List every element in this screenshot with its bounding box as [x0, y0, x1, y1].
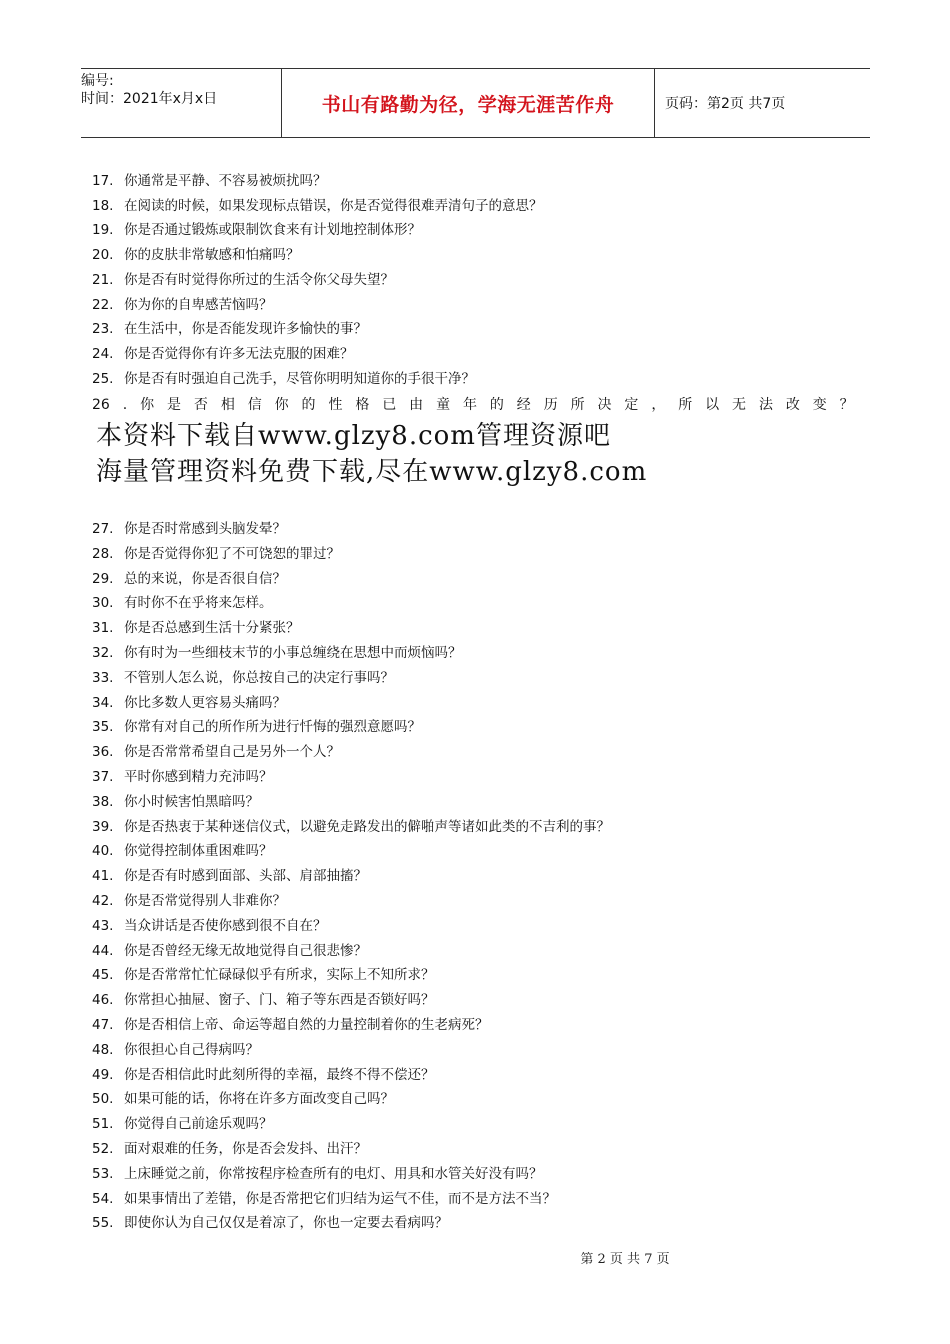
question-text: 即使你认为自己仅仅是着凉了，你也一定要去看病吗？ [124, 1215, 448, 1232]
number-label: 编号: [81, 73, 114, 89]
question-text: 你是否通过锻炼或限制饮食来有计划地控制体形？ [124, 222, 421, 239]
page-info: 页码：第2页 共7页 [665, 96, 786, 112]
question-item [92, 1016, 489, 1034]
question-number: 17. [92, 173, 114, 189]
question-text: 你是否常常忙忙碌碌似乎有所求，实际上不知所求？ [124, 967, 435, 984]
question-number: 50. [92, 1091, 114, 1108]
question-item [92, 743, 340, 761]
question-number: 32. [92, 645, 114, 661]
question-text: 你是否有时觉得你所过的生活令你父母失望？ [124, 271, 394, 288]
question-text: 你小时候害怕黑暗吗？ [124, 793, 259, 810]
question-number: 47. [92, 1017, 114, 1033]
question-number: 19. [92, 222, 114, 239]
question-number: 44. [92, 942, 114, 959]
question-item [92, 570, 286, 588]
question-number: 22. [92, 296, 114, 313]
question-text: 你是否曾经无缘无故地觉得自己很悲惨？ [124, 942, 367, 959]
question-26-char: 历 [543, 397, 558, 413]
question-text: 你是否热衷于某种迷信仪式，以避免走路发出的僻啪声等诸如此类的不吉利的事？ [124, 818, 610, 835]
question-item [92, 768, 273, 786]
question-number: 51. [92, 1116, 114, 1133]
header-left-cell [81, 69, 282, 137]
question-26-char: 你 [140, 397, 155, 413]
question-item [92, 246, 300, 264]
question-26-char: 决 [597, 397, 612, 413]
question-text: 你是否时常感到头脑发晕？ [124, 521, 286, 537]
question-26-char: 经 [516, 397, 531, 413]
question-26-char: 已 [382, 397, 397, 413]
page-footer: 第 2 页 共 7 页 [580, 1252, 670, 1267]
question-26-char: 无 [732, 397, 747, 413]
question-item [92, 1115, 273, 1133]
question-26-char: ？ [839, 397, 854, 413]
question-26-char: 否 [193, 397, 208, 413]
question-item [92, 1066, 435, 1084]
question-item [92, 172, 327, 190]
question-number: 46. [92, 992, 114, 1009]
question-text: 如果可能的话，你将在许多方面改变自己吗？ [124, 1091, 394, 1108]
question-26-char: . [122, 397, 128, 413]
question-26-char: 是 [167, 397, 181, 413]
question-number: 36. [92, 744, 114, 761]
question-26-char: 定 [624, 397, 639, 413]
time-label: 时间：2021年x月x日 [81, 91, 218, 107]
question-item [92, 818, 610, 836]
question-item [92, 892, 286, 910]
question-number: 28. [92, 545, 114, 562]
question-number: 49. [92, 1066, 114, 1083]
question-number: 20. [92, 247, 114, 264]
question-item [92, 793, 259, 811]
question-item [92, 842, 273, 860]
question-item [92, 271, 394, 289]
question-item [92, 1090, 394, 1108]
question-number: 25. [92, 370, 114, 387]
question-item [92, 669, 394, 687]
question-text: 你是否觉得你有许多无法克服的困难？ [124, 345, 354, 362]
question-number: 29. [92, 570, 114, 587]
question-26-char: 童 [436, 397, 451, 413]
header-table [81, 68, 870, 138]
question-text: 你觉得自己前途乐观吗？ [124, 1116, 273, 1133]
ad-line-1: 本资料下载自www.glzy8.com管理资源吧 [96, 421, 611, 451]
question-text: 不管别人怎么说，你总按自己的决定行事吗？ [124, 669, 394, 686]
question-text: 你觉得控制体重困难吗？ [124, 843, 273, 860]
question-text: 总的来说，你是否很自信？ [124, 570, 286, 587]
question-text: 你很担心自己得病吗？ [124, 1041, 259, 1058]
question-text: 你常担心抽屉、窗子、门、箱子等东西是否锁好吗？ [124, 992, 435, 1009]
question-26-char: 变 [812, 397, 827, 413]
question-text: 上床睡觉之前，你常按程序检查所有的电灯、用具和水管关好没有吗？ [124, 1165, 543, 1182]
question-26-char: 所 [570, 397, 585, 413]
question-number: 27. [92, 521, 114, 537]
motto: 书山有路勤为径，学海无涯苦作舟 [282, 69, 655, 137]
question-text: 在阅读的时候，如果发现标点错误，你是否觉得很难弄清句子的意思？ [124, 197, 543, 214]
question-text: 你是否总感到生活十分紧张？ [124, 620, 300, 637]
question-text: 在生活中，你是否能发现许多愉快的事？ [124, 321, 367, 338]
question-text: 你是否相信上帝、命运等超自然的力量控制着你的生老病死？ [124, 1017, 489, 1033]
question-text: 你是否常常希望自己是另外一个人？ [124, 744, 340, 761]
question-item [92, 1041, 259, 1059]
question-text: 平时你感到精力充沛吗？ [124, 769, 273, 785]
question-item [92, 197, 543, 215]
question-26-char: 的 [301, 397, 316, 413]
question-number: 40. [92, 843, 114, 860]
ad-line-2: 海量管理资料免费下载,尽在www.glzy8.com [96, 457, 648, 487]
question-item [92, 644, 462, 662]
question-item [92, 545, 340, 563]
question-number: 54. [92, 1190, 114, 1207]
question-item [92, 966, 435, 984]
question-item [92, 1190, 556, 1208]
question-number: 34. [92, 694, 114, 711]
question-26 [92, 396, 854, 414]
question-item [92, 296, 273, 314]
question-item [92, 619, 300, 637]
question-text: 你是否觉得你犯了不可饶恕的罪过？ [124, 545, 340, 562]
question-number: 48. [92, 1041, 114, 1058]
question-item [92, 1214, 448, 1232]
question-text: 你是否有时强迫自己洗手，尽管你明明知道你的手很干净？ [124, 370, 475, 387]
question-26-char: ， [651, 397, 666, 413]
question-number: 18. [92, 197, 114, 214]
question-item [92, 345, 354, 363]
question-number: 45. [92, 967, 114, 984]
question-number: 42. [92, 893, 114, 909]
question-number: 38. [92, 793, 114, 810]
question-item [92, 520, 286, 538]
question-26-char: 的 [489, 397, 504, 413]
question-26-char: 年 [462, 397, 477, 413]
question-item [92, 221, 421, 239]
question-number: 24. [92, 345, 114, 362]
question-item [92, 1165, 543, 1183]
question-text: 你有时为一些细枝末节的小事总缠绕在思想中而烦恼吗？ [124, 645, 462, 661]
question-text: 你比多数人更容易头痛吗？ [124, 694, 286, 711]
question-text: 你是否常觉得别人非难你？ [124, 893, 286, 909]
question-text: 你是否有时感到面部、头部、肩部抽搐？ [124, 868, 367, 885]
question-26-char: 由 [409, 397, 424, 413]
question-number: 55. [92, 1215, 114, 1232]
question-item [92, 942, 367, 960]
question-text: 你的皮肤非常敏感和怕痛吗？ [124, 247, 300, 264]
question-text: 你常有对自己的所作所为进行忏悔的强烈意愿吗？ [124, 719, 421, 736]
question-text: 你是否相信此时此刻所得的幸福，最终不得不偿还？ [124, 1066, 435, 1083]
question-text: 你为你的自卑感苦恼吗？ [124, 296, 273, 313]
question-number: 43. [92, 917, 114, 934]
question-item [92, 694, 286, 712]
question-26-char: 法 [758, 397, 773, 413]
question-text: 你通常是平静、不容易被烦扰吗？ [124, 173, 327, 189]
question-item [92, 718, 421, 736]
question-26-char: 相 [220, 397, 235, 413]
question-26-char: 信 [247, 397, 262, 413]
question-text: 如果事情出了差错，你是否常把它们归结为运气不佳，而不是方法不当？ [124, 1190, 556, 1207]
question-26-char: 性 [328, 397, 343, 413]
question-number: 35. [92, 719, 114, 736]
question-26-char: 改 [785, 397, 800, 413]
question-26-char: 26 [92, 397, 110, 413]
question-item [92, 1140, 367, 1158]
question-number: 23. [92, 321, 114, 338]
question-number: 21. [92, 271, 114, 288]
question-number: 33. [92, 669, 114, 686]
question-26-char: 你 [274, 397, 289, 413]
question-number: 30. [92, 595, 114, 612]
question-number: 53. [92, 1165, 114, 1182]
question-text: 当众讲话是否使你感到很不自在？ [124, 917, 327, 934]
question-number: 37. [92, 769, 114, 785]
question-text: 面对艰难的任务，你是否会发抖、出汗？ [124, 1141, 367, 1157]
question-number: 41. [92, 868, 114, 885]
question-number: 31. [92, 620, 114, 637]
question-item [92, 867, 367, 885]
question-number: 52. [92, 1141, 114, 1157]
question-item [92, 594, 273, 612]
question-item [92, 991, 435, 1009]
question-26-char: 格 [355, 397, 370, 413]
question-item [92, 370, 475, 388]
question-item [92, 320, 367, 338]
question-26-char: 以 [705, 397, 720, 413]
question-number: 39. [92, 818, 114, 835]
question-item [92, 917, 327, 935]
question-26-char: 所 [678, 397, 693, 413]
question-text: 有时你不在乎将来怎样。 [124, 595, 273, 612]
